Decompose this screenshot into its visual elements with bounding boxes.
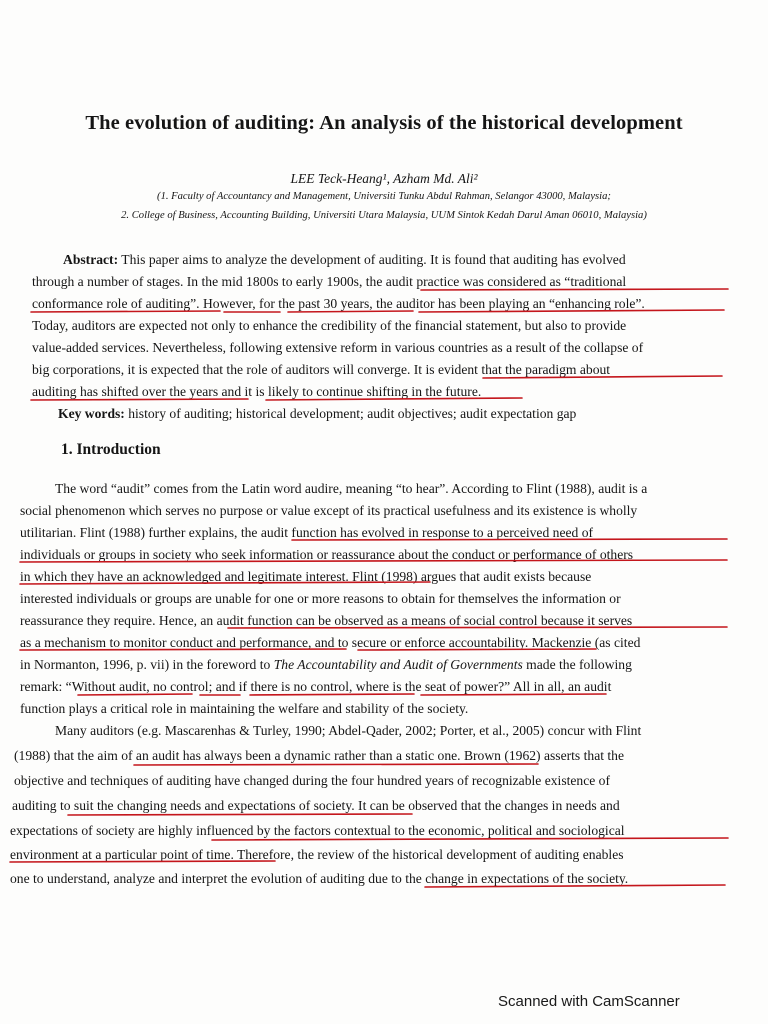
abstract-line-5: value-added services. Nevertheless, following extensive reform in various countries as a result of the collapse of	[32, 340, 644, 355]
abstract-line-6: big corporations, it is expected that the role of auditors will converge. It is evident that the paradigm about	[32, 362, 611, 377]
abstract-line-2: through a number of stages. In the mid 1800s to early 1900s, the audit practice was considered as “traditional	[32, 274, 627, 289]
para2-line-2: (1988) that the aim of an audit has always been a dynamic rather than a static one. Brown (1962) asserts that the	[14, 748, 625, 763]
para1-line-10: remark: “Without audit, no control; and if there is no control, where is the seat of power?” All in all, an audit	[20, 679, 612, 694]
para2-line-6: environment at a particular point of time. Therefore, the review of the historical development of auditing enables	[10, 847, 624, 862]
keywords-label: Key words:	[58, 406, 125, 421]
authors: LEE Teck-Heang¹, Azham Md. Ali²	[290, 171, 478, 186]
abstract-line-1: Abstract: This paper aims to analyze the development of auditing. It is found that auditing has evolved	[63, 252, 626, 267]
para2-line-5: expectations of society are highly influenced by the factors contextual to the economic, political and sociological	[10, 823, 625, 838]
abstract-line-7: auditing has shifted over the years and it is likely to continue shifting in the future.	[32, 384, 482, 399]
para1-line-7: reassurance they require. Hence, an audit function can be observed as a means of social control because it serves	[20, 613, 633, 628]
para2-line-3: objective and techniques of auditing have changed during the four hundred years of recognizable existence of	[14, 773, 611, 788]
section-heading: 1. Introduction	[61, 441, 161, 458]
affiliation-2: 2. College of Business, Accounting Building, Universiti Utara Malaysia, UUM Sintok Kedah Darul Aman 06010, Malaysia)	[121, 210, 647, 221]
para1-line-11: function plays a critical role in maintaining the welfare and stability of the society.	[20, 701, 469, 716]
keywords: Key words: history of auditing; historical development; audit objectives; audit expectation gap	[58, 406, 577, 421]
paper-title: The evolution of auditing: An analysis of the historical development	[85, 112, 683, 134]
para1-line-8: as a mechanism to monitor conduct and performance, and to secure or enforce accountability. Mackenzie (as cited	[20, 635, 641, 650]
para1-line-9: in Normanton, 1996, p. vii) in the foreword to The Accountability and Audit of Governments made the following	[20, 657, 632, 672]
abstract-line-3: conformance role of auditing”. However, for the past 30 years, the auditor has been playing an “enhancing role”.	[32, 296, 645, 311]
para2-line-7: one to understand, analyze and interpret the evolution of auditing due to the change in expectations of the society.	[10, 871, 629, 886]
para2-line-1: Many auditors (e.g. Mascarenhas & Turley, 1990; Abdel-Qader, 2002; Porter, et al., 2005) concur with Flint	[55, 723, 642, 738]
scanner-watermark: Scanned with CamScanner	[498, 993, 680, 1010]
abstract-line-4: Today, auditors are expected not only to enhance the credibility of the financial statement, but also to provide	[32, 318, 627, 333]
para1-line-1: The word “audit” comes from the Latin word audire, meaning “to hear”. According to Flint (1988), audit is a	[55, 481, 648, 496]
para1-line-3: utilitarian. Flint (1988) further explains, the audit function has evolved in response to a perceived need of	[20, 525, 594, 540]
para2-line-4: auditing to suit the changing needs and expectations of society. It can be observed that the changes in needs and	[12, 798, 620, 813]
para1-line-6: interested individuals or groups are unable for one or more reasons to obtain for themselves the information or	[20, 591, 621, 606]
abstract-label: Abstract:	[63, 252, 119, 267]
para1-line-4: individuals or groups in society who seek information or reassurance about the conduct or performance of others	[20, 547, 634, 562]
para1-line-2: social phenomenon which serves no purpose or value except of its practical usefulness and its existence is wholly	[20, 503, 638, 518]
book-title: The Accountability and Audit of Governments	[273, 657, 523, 672]
para1-line-5: in which they have an acknowledged and legitimate interest. Flint (1998) argues that audit exists because	[20, 569, 592, 584]
affiliation-1: (1. Faculty of Accountancy and Management, Universiti Tunku Abdul Rahman, Selangor 43000, Malaysia;	[157, 191, 611, 202]
